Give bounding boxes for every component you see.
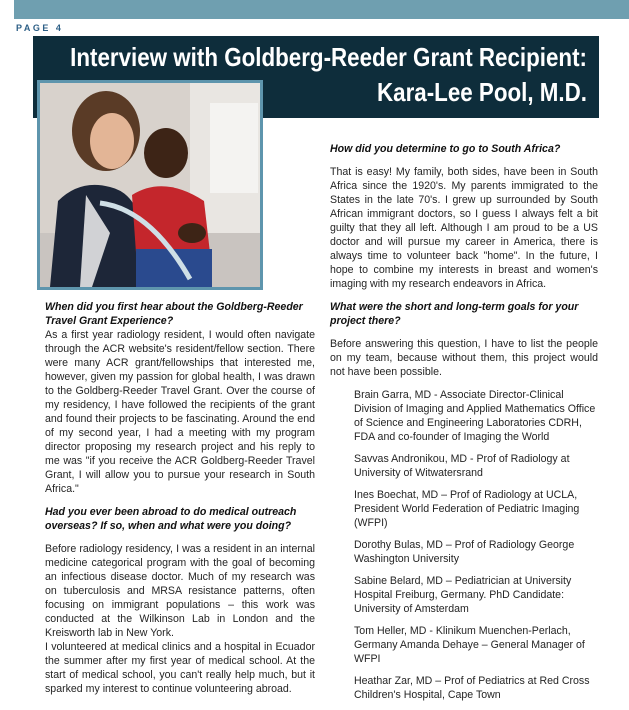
question-abroad: Had you ever been abroad to do medical outreach overseas? If so, when and what were you doing? [45,506,297,532]
team-member: Sabine Belard, MD – Pediatrician at University Hospital Freiburg, Germany. PhD Candidate: University of Amsterdam [354,575,572,615]
header-accent-bar [14,0,629,19]
photo-illustration [40,83,260,287]
answer-south-africa: That is easy! My family, both sides, have been in South Africa since the 1920's. My parents immigrated to the States in the late 70's. I grew up surrounded by South African immigrant doctors, so I guess I always felt a bit guilty that they all left. Although I am proud to be a US doctor and will pursue my career in America, there is always time to volunteer back "home". In the future, I hope to combine my interests in breast and women's imaging with my research endeavors in Africa. [330,166,598,290]
title-line-2: Kara-Lee Pool, M.D. [377,77,587,107]
team-member: Tom Heller, MD - Klinikum Muenchen-Perlach, Germany Amanda Dehaye – General Manager of WFPI [354,625,585,665]
question-south-africa: How did you determine to go to South Africa? [330,143,561,155]
team-member: Dorothy Bulas, MD – Prof of Radiology George Washington University [354,539,575,565]
team-member: Savvas Andronikou, MD - Prof of Radiology at University of Witwatersrand [354,453,570,479]
answer-first-hear: As a first year radiology resident, I would often navigate through the ACR website's resident/fellow section. There were many ACR grant/fellowships that interested me, however, given my passion for global health, I was drawn to the Goldberg-Reeder Travel Grant. Over the course of my residency, I have followed the recipients of the grant and found their projects to be fascinating. Around the end of my second year, I had a meeting with my program director proposing my research project and his reply to me was "if you receive the ACR Goldberg-Reeder Travel Grant, I will allow you to pursue your research in South Africa." [45,329,315,495]
team-member: Ines Boechat, MD – Prof of Radiology at UCLA, President World Federation of Pediatric Imaging (WFPI) [354,489,580,529]
title-line-1: Interview with Goldberg-Reeder Grant Recipient: [70,42,587,72]
answer-goals: Before answering this question, I have to list the people on my team, because without them, this project would not have been possible. [330,338,598,378]
team-list [330,388,598,702]
answer-abroad: Before radiology residency, I was a resident in an internal medicine categorical program with the goal of becoming an infectious disease doctor. Much of my research was on tuberculosis and MRSA resistance patterns, often focusing on immigrant populations – this work was conducted at the Wilkinson Lab in London and the Kreisworth lab in New York. [45,543,315,639]
answer-abroad-continued: I volunteered at medical clinics and a hospital in Ecuador the summer after my first year of medical school. At the start of medical school, you can't really help much, but it sparked my interest to continue volunteering abroad. [45,641,315,695]
right-column [330,142,598,710]
team-member: Heathar Zar, MD – Prof of Pediatrics at Red Cross Children's Hospital, Cape Town [354,675,590,701]
left-column [45,300,315,696]
page-number-label: PAGE 4 [16,23,64,33]
team-member: Brain Garra, MD - Associate Director-Clinical Division of Imaging and Applied Mathematics Office of Science and Engineering Laboratories CDRH, FDA and co-founder of Imaging the World [354,389,596,443]
interview-photo [37,80,263,290]
question-goals: What were the short and long-term goals for your project there? [330,301,579,327]
question-first-hear: When did you first hear about the Goldberg-Reeder Travel Grant Experience? [45,301,303,327]
